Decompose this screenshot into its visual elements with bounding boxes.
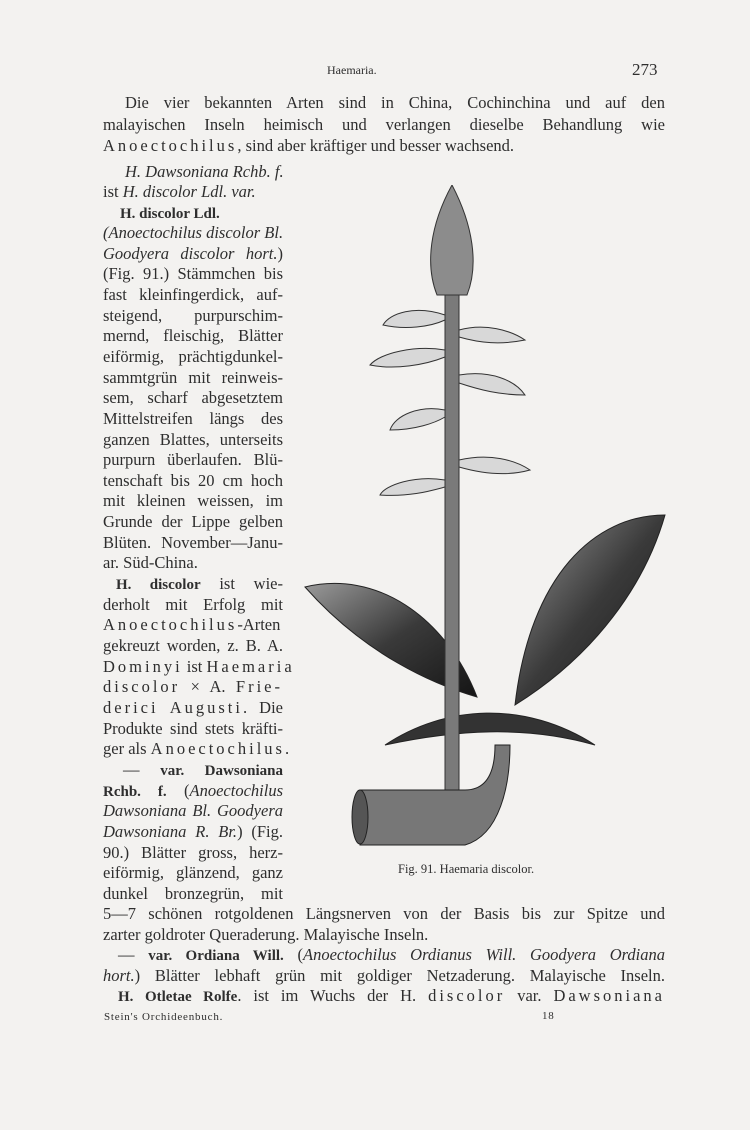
text-line <box>103 306 283 326</box>
text-line <box>125 93 665 113</box>
text-line <box>103 136 665 156</box>
text-run: 5—7 schönen rotgoldenen Längsnerven von der Basis bis zur Spitze und <box>103 904 665 923</box>
text-run: Grunde der Lippe gelben <box>103 512 283 532</box>
text-run: eiförmig, glänzend, ganz <box>103 863 283 883</box>
text-line <box>103 656 295 677</box>
text-run: ist <box>182 656 207 676</box>
rhizome-end <box>352 790 368 844</box>
spaced-name: Haemaria <box>206 656 295 676</box>
text-run: ( <box>283 945 303 965</box>
text-line <box>103 698 283 718</box>
spaced-name: Frie- <box>235 677 283 697</box>
right-leaf <box>515 515 665 705</box>
text-line <box>103 719 283 739</box>
text-run: , sind aber kräftiger und besser wachsend. <box>237 136 515 155</box>
bold-term: H. discolor Ldl. <box>120 205 220 222</box>
text-run: steigend, purpurschim- <box>103 305 283 325</box>
italic-text: hort. <box>103 965 135 985</box>
text-run: ger als <box>103 739 151 759</box>
text-line <box>103 244 283 264</box>
text-line <box>103 450 283 470</box>
text-run: ( <box>166 780 190 800</box>
running-title: Haemaria. <box>327 63 377 77</box>
text-run: — <box>123 759 161 779</box>
text-run: ar. Süd-China. <box>103 553 198 573</box>
spaced-name: discolor <box>103 677 181 697</box>
text-line <box>103 636 283 656</box>
bold-term: Rchb. f. <box>103 783 167 800</box>
text-line <box>103 326 283 346</box>
text-line <box>103 264 283 284</box>
orchid-illustration <box>295 185 675 855</box>
text-run: × A. <box>180 677 236 697</box>
bold-term: var. Ordiana Will. <box>148 948 284 965</box>
text-run: purpurn überlaufen. Blü- <box>103 450 283 470</box>
text-run: tenschaft bis 20 cm hoch <box>103 470 283 490</box>
text-run: Blüten. November—Janu- <box>103 532 283 552</box>
text-run: sem, scharf abgesetztem <box>103 388 283 408</box>
text-run: dunkel bronzegrün, mit <box>103 883 283 903</box>
italic-text: Anoectochilus <box>189 780 283 800</box>
text-run: (Fig. 91.) Stämmchen bis <box>103 264 283 284</box>
text-line <box>103 822 283 842</box>
text-run: Mittelstreifen längs des <box>103 408 283 428</box>
text-line <box>103 595 283 615</box>
text-run: mernd, fleischig, Blätter <box>103 326 283 346</box>
spaced-name: Dominyi <box>103 656 183 676</box>
text-line <box>103 512 283 532</box>
text-line <box>103 966 665 986</box>
text-line <box>103 739 293 759</box>
text-line <box>103 430 283 450</box>
text-line <box>103 677 283 697</box>
text-line <box>103 347 283 367</box>
page-number: 273 <box>632 60 658 79</box>
text-run: . ist im Wuchs der H. <box>237 986 429 1006</box>
text-run: var. <box>505 986 554 1006</box>
spaced-name: Anoectochilus <box>103 136 238 155</box>
footer-signature: 18 <box>542 1010 555 1022</box>
text-line <box>103 285 283 305</box>
text-run: ) Blätter lebhaft grün mit goldiger Netzaderung. Malayische Inseln. <box>134 965 665 985</box>
text-run: ) (Fig. <box>237 821 283 841</box>
spaced-name: derici Augusti. <box>103 697 251 717</box>
text-line <box>118 945 665 966</box>
bold-term: var. Dawsoniana <box>160 762 284 779</box>
bold-term: H. Otletae Rolfe <box>118 989 238 1006</box>
text-line <box>103 925 665 945</box>
text-line <box>103 533 283 553</box>
text-line <box>103 801 283 821</box>
text-line <box>103 615 283 635</box>
text-line <box>103 368 283 388</box>
stem <box>445 285 459 805</box>
lower-leaf <box>385 713 595 745</box>
text-line <box>125 162 284 182</box>
text-run: Produkte sind stets kräfti- <box>103 718 283 738</box>
text-run: ) <box>277 243 283 263</box>
text-line <box>103 863 283 883</box>
text-run: ist wie- <box>200 574 283 594</box>
spaced-name: Dawsoniana <box>553 986 665 1006</box>
text-line <box>103 115 665 135</box>
text-line <box>103 388 283 408</box>
text-run: ganzen Blattes, unterseits <box>103 429 283 449</box>
italic-text: (Anoectochilus discolor Bl. <box>103 223 284 242</box>
text-run: -Arten <box>237 615 281 635</box>
text-line <box>118 986 665 1007</box>
text-line <box>123 760 283 781</box>
text-run: gekreuzt worden, z. B. A. <box>103 636 283 655</box>
italic-text: Dawsoniana R. Br. <box>103 821 238 841</box>
text-line <box>103 182 256 202</box>
italic-text: Goodyera discolor hort. <box>103 243 278 263</box>
text-run: ist <box>103 182 123 202</box>
italic-text: Dawsoniana Bl. Goodyera <box>103 801 283 821</box>
text-line <box>103 223 283 243</box>
italic-text: H. discolor Ldl. var. <box>122 182 256 202</box>
text-run: fast kleinfingerdick, auf- <box>103 284 283 304</box>
text-run: — <box>118 945 149 965</box>
spaced-name: discolor <box>428 986 506 1006</box>
footer-book-title: Stein's Orchideenbuch. <box>104 1011 224 1023</box>
text-line <box>103 553 198 573</box>
text-run: malayischen Inseln heimisch und verlangen dieselbe Behandlung wie <box>103 114 665 134</box>
text-line <box>103 471 283 491</box>
text-line <box>120 203 220 224</box>
italic-text: H. Dawsoniana Rchb. f. <box>125 162 284 181</box>
text-line <box>103 781 283 802</box>
spaced-name: Anoectochilus. <box>150 739 293 759</box>
figure-caption: Fig. 91. Haemaria discolor. <box>398 862 535 876</box>
text-run: 90.) Blätter gross, herz- <box>103 842 283 862</box>
italic-text: Anoectochilus Ordianus Will. Goodyera Ordiana <box>302 945 665 965</box>
bold-term: H. discolor <box>116 577 201 594</box>
text-line <box>116 574 283 595</box>
text-run: mit kleinen weissen, im <box>103 491 283 511</box>
text-line <box>103 904 665 924</box>
text-run: derholt mit Erfolg mit <box>103 594 283 614</box>
text-run: Die <box>250 697 284 717</box>
text-line <box>103 884 283 904</box>
text-line <box>103 409 283 429</box>
rhizome <box>360 745 510 845</box>
text-run: sammtgrün mit reinweis- <box>103 367 283 387</box>
text-run: Die vier bekannten Arten sind in China, Cochinchina und auf den <box>125 93 665 112</box>
spaced-name: Anoectochilus <box>103 615 238 635</box>
text-run: zarter goldroter Queraderung. Malayische Inseln. <box>103 924 429 944</box>
text-line <box>103 491 283 511</box>
flower-spike-bud <box>431 185 473 295</box>
text-line <box>103 843 283 863</box>
text-run: eiförmig, prächtigdunkel- <box>103 346 283 366</box>
